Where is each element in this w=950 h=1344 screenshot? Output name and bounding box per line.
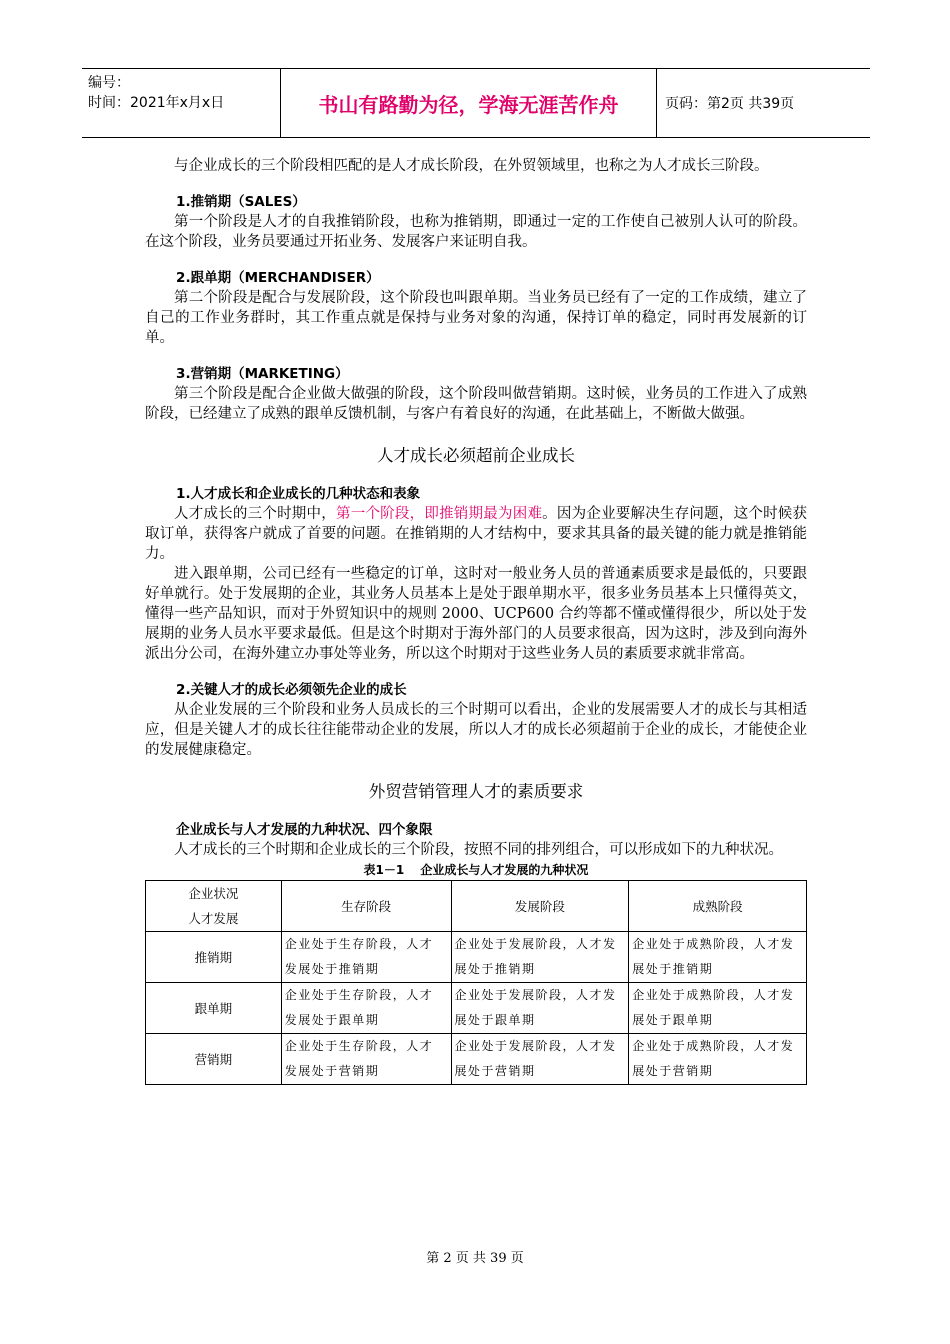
stage3-text: 第三个阶段是配合企业做大做强的阶段，这个阶段叫做营销期。这时候，业务员的工作进入了成熟阶段，已经建立了成熟的跟单反馈机制，与客户有着良好的沟通，在此基础上，不断做大做强。 bbox=[145, 386, 807, 422]
stage1-heading: 1.推销期（SALES） bbox=[176, 194, 306, 210]
table-row bbox=[146, 1034, 807, 1085]
column-header: 成熟阶段 bbox=[629, 881, 807, 932]
row-label: 推销期 bbox=[146, 932, 282, 983]
cell-line: 企业处于生存阶段，人才 bbox=[284, 988, 434, 1002]
row-label: 跟单期 bbox=[146, 983, 282, 1034]
table-cell bbox=[629, 932, 807, 983]
table-row bbox=[146, 983, 807, 1034]
sub1-p1-highlight: 第一个阶段，即推销期最为困难 bbox=[336, 506, 543, 522]
column-header: 发展阶段 bbox=[451, 881, 629, 932]
header-left bbox=[82, 69, 280, 137]
header-page-info: 页码：第2页 共39页 bbox=[665, 96, 795, 112]
page-header bbox=[82, 68, 870, 138]
doc-time-label: 时间：2021年x月x日 bbox=[88, 95, 225, 111]
nine-states-table bbox=[145, 880, 807, 1085]
table-cell bbox=[281, 932, 451, 983]
cell-line: 展处于推销期 bbox=[454, 962, 536, 976]
corner-bottom-label: 人才发展 bbox=[188, 911, 239, 926]
cell-line: 展处于营销期 bbox=[632, 1064, 714, 1078]
cell-line: 发展处于营销期 bbox=[284, 1064, 380, 1078]
cell-line: 企业处于生存阶段，人才 bbox=[284, 937, 434, 951]
section1-sub1-p2: 进入跟单期，公司已经有一些稳定的订单，这时对一般业务人员的普通素质要求是最低的，只要跟好单就行。处于发展期的企业，其业务人员基本上是处于跟单期水平，很多业务员基本上只懂得英文，懂得一些产品知识，而对于外贸知识中的规则 2000、UCP600 合约等都不懂或懂得很少，所以处于发展期的业务人员水平要求最低。但是这个时期对于海外部门的人员要求很高，因为这时，涉及到向海外派出分公司，在海外建立办事处等业务，所以这个时期对于这些业务人员的素质要求就非常高。 bbox=[145, 566, 807, 662]
sub1-p1-start: 人才成长的三个时期中， bbox=[174, 506, 336, 522]
cell-line: 企业处于发展阶段，人才发 bbox=[454, 937, 617, 951]
table-cell bbox=[451, 932, 629, 983]
section2-title: 外贸营销管理人才的素质要求 bbox=[368, 782, 584, 801]
doc-number-label: 编号： bbox=[88, 75, 130, 91]
section1-sub2-p1: 从企业发展的三个阶段和业务人员成长的三个时期可以看出，企业的发展需要人才的成长与其相适应，但是关键人才的成长往往能带动企业的发展，所以人才的成长必须超前于企业的成长，才能使企业的发展健康稳定。 bbox=[145, 702, 807, 758]
section1-title: 人才成长必须超前企业成长 bbox=[377, 446, 575, 465]
corner-top-label: 企业状况 bbox=[188, 886, 239, 901]
row-label: 营销期 bbox=[146, 1034, 282, 1085]
table-header-row bbox=[146, 881, 807, 932]
section1-sub2-heading: 2.关键人才的成长必须领先企业的成长 bbox=[176, 682, 407, 698]
table-cell bbox=[451, 983, 629, 1034]
intro-paragraph: 与企业成长的三个阶段相匹配的是人才成长阶段，在外贸领域里，也称之为人才成长三阶段。 bbox=[174, 158, 769, 174]
section1-sub1-heading: 1.人才成长和企业成长的几种状态和表象 bbox=[176, 486, 421, 502]
cell-line: 企业处于发展阶段，人才发 bbox=[454, 988, 617, 1002]
stage1-text: 第一个阶段是人才的自我推销阶段，也称为推销期，即通过一定的工作使自己被别人认可的阶段。在这个阶段，业务员要通过开拓业务、发展客户来证明自我。 bbox=[145, 214, 807, 250]
cell-line: 企业处于成熟阶段，人才发 bbox=[632, 1039, 795, 1053]
section2-heading: 企业成长与人才发展的九种状况、四个象限 bbox=[176, 822, 433, 838]
section1-sub1-p1 bbox=[145, 504, 807, 564]
sub1-p1-end: 。因为企业要解决生存问题，这个时候获取订单，获得客户就成了首要的问题。在推销期的人才结构中，要求其具备的最关键的能力就是推销能力。 bbox=[145, 506, 808, 562]
cell-line: 企业处于生存阶段，人才 bbox=[284, 1039, 434, 1053]
stage2-text: 第二个阶段是配合与发展阶段，这个阶段也叫跟单期。当业务员已经有了一定的工作成绩，建立了自己的工作业务群时，其工作重点就是保持与业务对象的沟通，保持订单的稳定，同时再发展新的订单。 bbox=[145, 290, 807, 346]
column-header: 生存阶段 bbox=[281, 881, 451, 932]
table-corner-cell bbox=[146, 881, 282, 932]
section2-p1: 人才成长的三个时期和企业成长的三个阶段，按照不同的排列组合，可以形成如下的九种状况。 bbox=[174, 842, 783, 858]
cell-line: 展处于营销期 bbox=[454, 1064, 536, 1078]
cell-line: 发展处于推销期 bbox=[284, 962, 380, 976]
header-motto: 书山有路勤为径，学海无涯苦作舟 bbox=[280, 69, 657, 137]
cell-line: 企业处于成熟阶段，人才发 bbox=[632, 988, 795, 1002]
cell-line: 企业处于发展阶段，人才发 bbox=[454, 1039, 617, 1053]
cell-line: 发展处于跟单期 bbox=[284, 1013, 380, 1027]
cell-line: 展处于跟单期 bbox=[454, 1013, 536, 1027]
cell-line: 展处于推销期 bbox=[632, 962, 714, 976]
table-cell bbox=[451, 1034, 629, 1085]
document-body bbox=[145, 156, 807, 1085]
stage2-heading: 2.跟单期（MERCHANDISER） bbox=[176, 270, 380, 286]
table-cell bbox=[629, 983, 807, 1034]
stage3-heading: 3.营销期（MARKETING） bbox=[176, 366, 349, 382]
table-row bbox=[146, 932, 807, 983]
page-footer: 第 2 页 共 39 页 bbox=[426, 1251, 524, 1266]
cell-line: 展处于跟单期 bbox=[632, 1013, 714, 1027]
table-caption: 表1－1 企业成长与人才发展的九种状况 bbox=[363, 863, 589, 877]
cell-line: 企业处于成熟阶段，人才发 bbox=[632, 937, 795, 951]
table-cell bbox=[281, 983, 451, 1034]
table-cell bbox=[629, 1034, 807, 1085]
table-cell bbox=[281, 1034, 451, 1085]
